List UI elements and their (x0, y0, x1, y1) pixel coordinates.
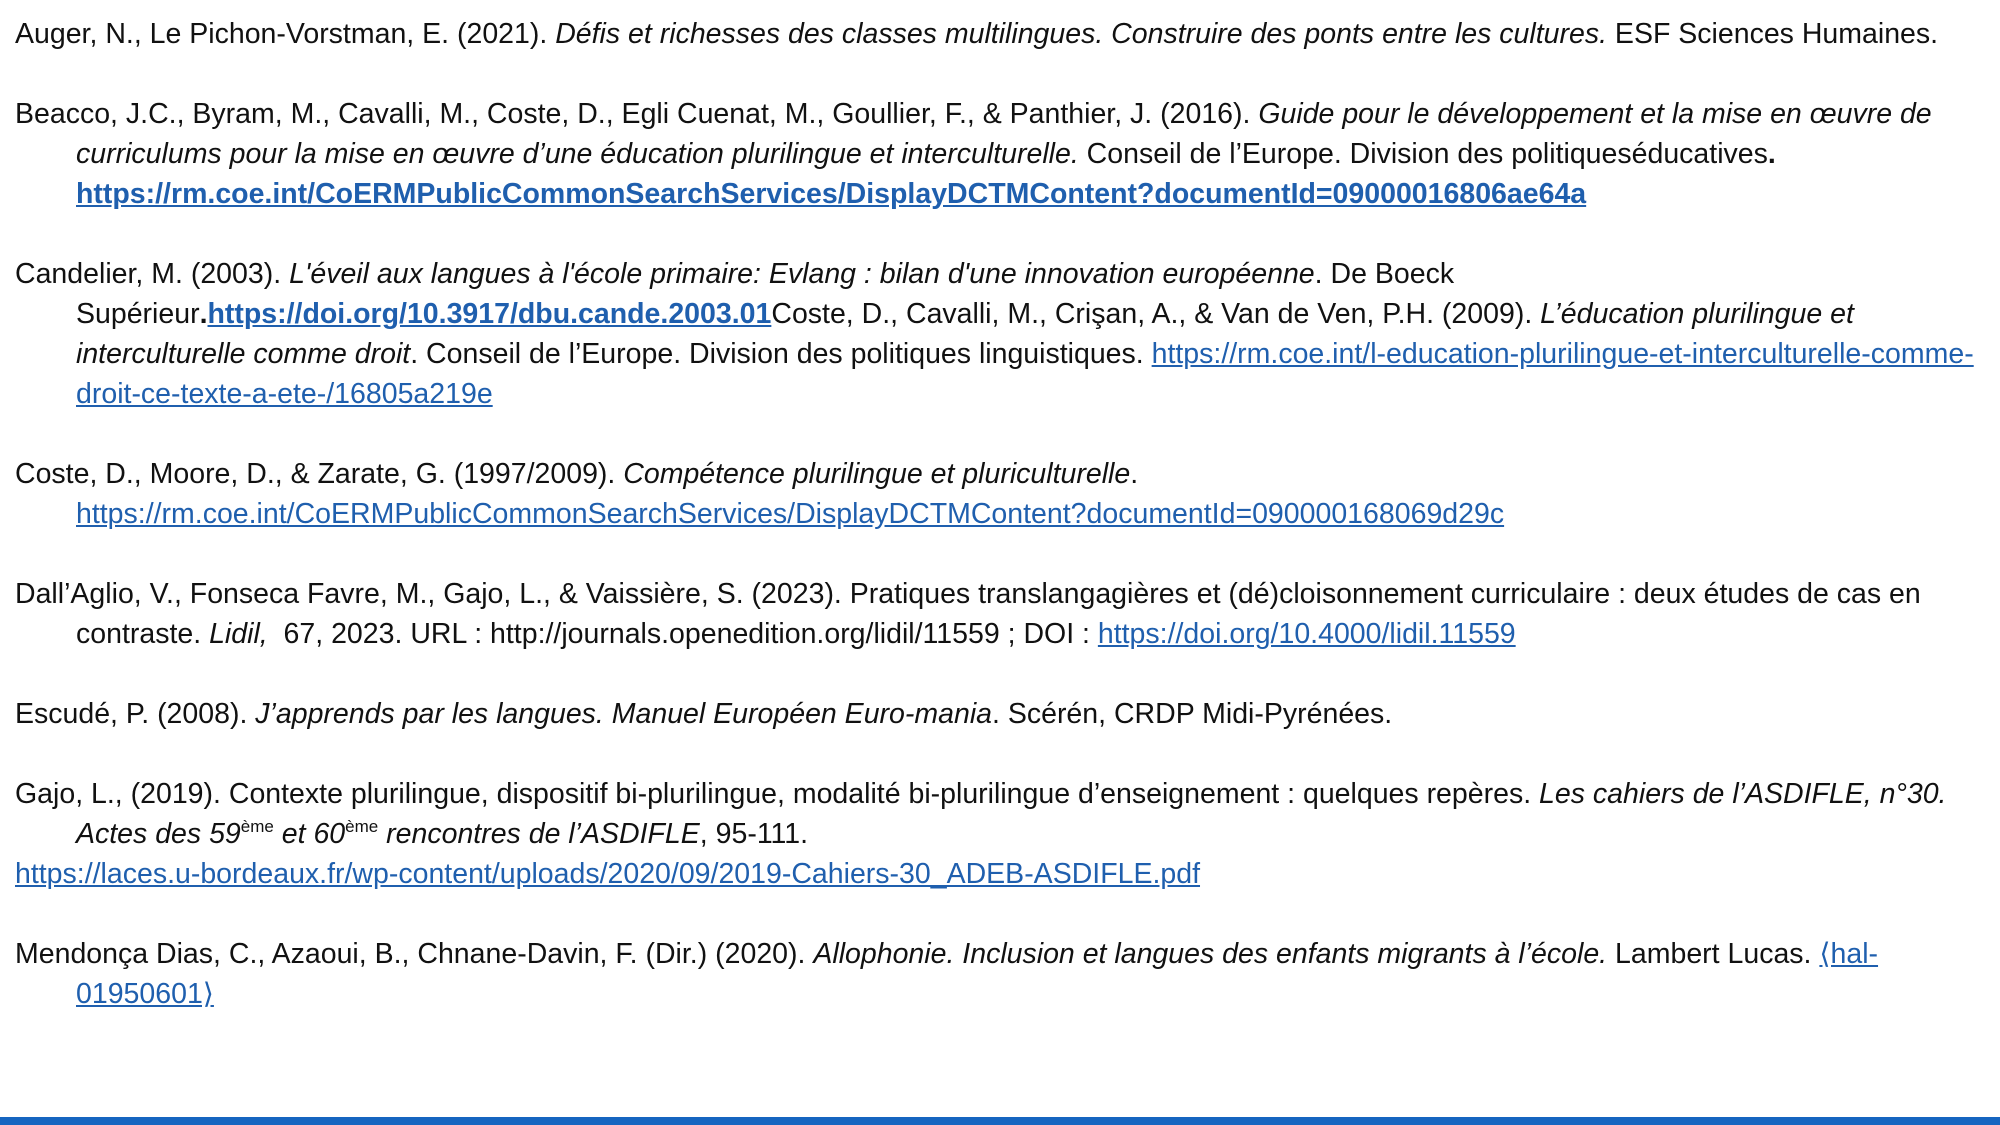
reference-dallaglio (15, 574, 1980, 654)
ref-link[interactable]: https://doi.org/10.3917/dbu.cande.2003.01 (207, 298, 772, 330)
ref-authors: Candelier, M. (2003). (15, 258, 290, 290)
ref-publisher: . De Boeck Supérieur (76, 258, 1455, 330)
ref-link[interactable]: https://rm.coe.int/CoERMPublicCommonSearchServices/DisplayDCTMContent?documentId=09000016806ae64a (76, 178, 1587, 210)
ref-authors: Gajo, L., (2019). Contexte plurilingue, dispositif bi-plurilingue, modalité bi-plurilingue d’enseignement : quelques repères. (15, 778, 1540, 810)
ref-title: L'éveil aux langues à l'école primaire: Evlang : bilan d'une innovation européenne (289, 258, 1315, 290)
ref-authors: Beacco, J.C., Byram, M., Cavalli, M., Coste, D., Egli Cuenat, M., Goullier, F., & Panthier, J. (2016). (15, 98, 1259, 130)
reference-mendonca (15, 934, 1980, 1014)
ref-link[interactable]: ⟨hal-01950601⟩ (76, 938, 1879, 1010)
ref-title-a: Les cahiers de l’ASDIFLE, n°30. Actes des 59 (76, 778, 1947, 850)
ref-authors: Auger, N., Le Pichon-Vorstman, E. (2021). (15, 18, 556, 50)
ref-title-c: rencontres de l’ASDIFLE (378, 818, 700, 850)
reference-list (15, 14, 1980, 1054)
reference-escude (15, 694, 1980, 734)
reference-coste-1997 (15, 454, 1980, 534)
ref-publisher: ESF Sciences Humaines. (1607, 18, 1939, 50)
ref-link[interactable]: https://laces.u-bordeaux.fr/wp-content/uploads/2020/09/2019-Cahiers-30_ADEB-ASDIFLE.pdf (15, 858, 1201, 890)
ref-title-coste-2009: L’éducation plurilingue et interculturelle comme droit (76, 298, 1854, 370)
ref-title: Guide pour le développement et la mise en œuvre de curriculums pour la mise en œuvre d’une éducation plurilingue et interculturelle. (76, 98, 1932, 170)
ref-title: J’apprends par les langues. Manuel Européen Euro-mania (255, 698, 992, 730)
ref-link[interactable]: https://doi.org/10.4000/lidil.11559 (1097, 618, 1516, 650)
reference-gajo (15, 774, 1980, 894)
ref-dot: . (1767, 138, 1776, 170)
ref-publisher-coste-2009: . Conseil de l’Europe. Division des politiques linguistiques. (410, 338, 1152, 370)
ref-authors-coste-2009: Coste, D., Cavalli, M., Crişan, A., & Van de Ven, P.H. (2009). (771, 298, 1541, 330)
ref-details: , 95-111. (699, 818, 809, 850)
ref-publisher: Lambert Lucas. (1607, 938, 1820, 970)
reference-candelier (15, 254, 1980, 414)
ref-authors: Mendonça Dias, C., Azaoui, B., Chnane-Davin, F. (Dir.) (2020). (15, 938, 814, 970)
ref-dot: . (199, 298, 208, 330)
ref-title-b: et 60 (273, 818, 346, 850)
ref-title: Défis et richesses des classes multilingues. Construire des ponts entre les cultures. (555, 18, 1608, 50)
ref-title: Compétence plurilingue et pluriculturelle (623, 458, 1131, 490)
ref-details: 67, 2023. URL : http://journals.openedition.org/lidil/11559 ; DOI : (267, 618, 1098, 650)
ref-title: Allophonie. Inclusion et langues des enfants migrants à l’école. (813, 938, 1608, 970)
ref-sup-1: ème (240, 817, 274, 836)
ref-authors: Escudé, P. (2008). (15, 698, 256, 730)
reference-auger (15, 14, 1980, 54)
ref-publisher: . (1130, 458, 1139, 490)
ref-link-coste-2009[interactable]: https://rm.coe.int/l-education-plurilingue-et-interculturelle-comme-droit-ce-texte-a-ete-/16805a219e (76, 338, 1974, 410)
ref-link[interactable]: https://rm.coe.int/CoERMPublicCommonSearchServices/DisplayDCTMContent?documentId=090000168069d29c (76, 498, 1505, 530)
ref-publisher: Conseil de l’Europe. Division des politiqueséducatives (1078, 138, 1768, 170)
footer-accent-bar (0, 1117, 2000, 1125)
ref-sup-2: ème (345, 817, 379, 836)
reference-beacco (15, 94, 1980, 214)
ref-journal: Lidil, (209, 618, 268, 650)
ref-authors: Dall’Aglio, V., Fonseca Favre, M., Gajo, L., & Vaissière, S. (2023). Pratiques translangagières et (dé)cloisonnement curriculaire : deux études de cas en contraste. (15, 578, 1921, 650)
ref-authors: Coste, D., Moore, D., & Zarate, G. (1997/2009). (15, 458, 624, 490)
ref-publisher: . Scérén, CRDP Midi-Pyrénées. (992, 698, 1393, 730)
